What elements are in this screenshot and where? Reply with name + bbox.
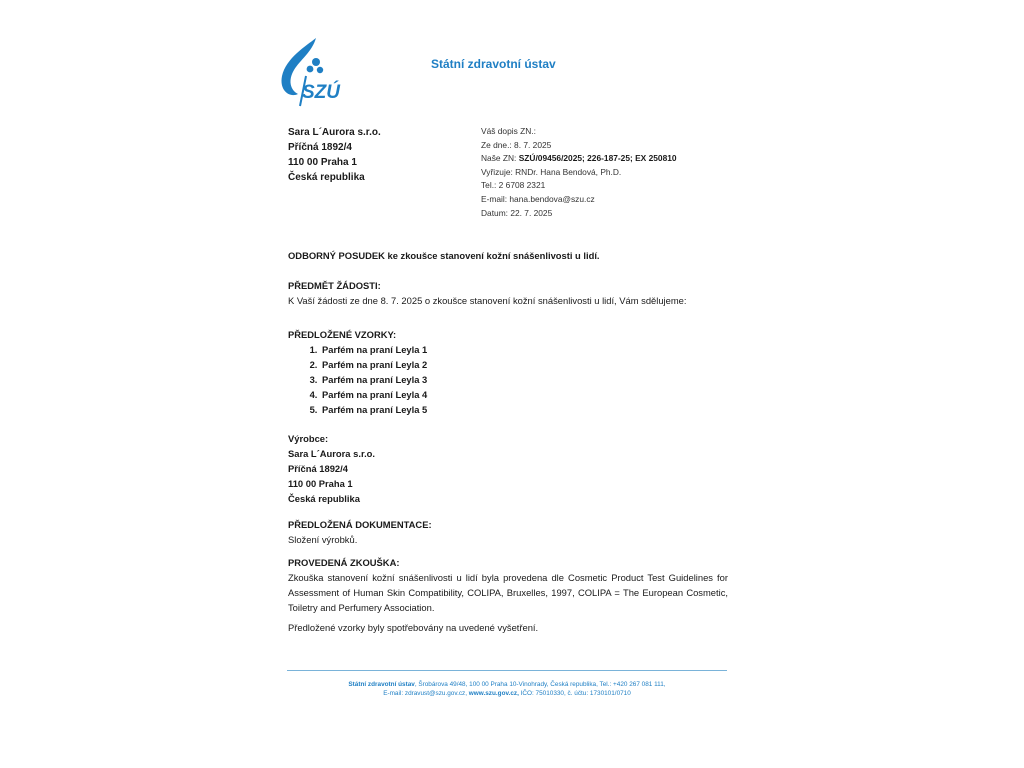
- phone: Tel.: 2 6708 2321: [481, 180, 546, 191]
- sample-item: 1. Parfém na praní Leyla 1: [320, 342, 728, 357]
- handled-by: Vyřizuje: RNDr. Hana Bendová, Ph.D.: [481, 166, 622, 177]
- documentation-section: [288, 517, 728, 547]
- footer-line-1: [287, 681, 727, 690]
- footer-ids: IČO: 75010330, č. účtu: 1730101/0710: [518, 689, 631, 697]
- documentation-heading: PŘEDLOŽENÁ DOKUMENTACE:: [288, 519, 432, 530]
- samples-section: [288, 327, 728, 417]
- footer-web[interactable]: www.szu.gov.cz,: [467, 689, 519, 697]
- recipient-line: Příčná 1892/4: [288, 142, 352, 153]
- manufacturer-line: Sara L´Aurora s.r.o.: [288, 448, 376, 459]
- reference-block: [481, 125, 677, 220]
- subject-heading: PŘEDMĚT ŽÁDOSTI:: [288, 280, 381, 291]
- szu-logo: [276, 36, 356, 112]
- sample-item: 3. Parfém na praní Leyla 3: [320, 372, 728, 387]
- recipient-line: 110 00 Praha 1: [288, 157, 357, 168]
- manufacturer-section: [288, 431, 728, 506]
- email: E-mail: hana.bendova@szu.cz: [481, 193, 595, 204]
- footer-email: E-mail: zdravust@szu.gov.cz,: [383, 689, 468, 697]
- test-note: Předložené vzorky byly spotřebovány na uvedené vyšetření.: [288, 622, 539, 633]
- test-heading: PROVEDENÁ ZKOUŠKA:: [288, 557, 400, 568]
- sample-item: 5. Parfém na praní Leyla 5: [320, 402, 728, 417]
- our-ref-value: SZÚ/09456/2025; 226-187-25; EX 250810: [518, 153, 677, 164]
- our-ref-label: Naše ZN:: [481, 153, 519, 164]
- sample-item: 4. Parfém na praní Leyla 4: [320, 387, 728, 402]
- manufacturer-line: Česká republika: [288, 493, 360, 504]
- footer-address: , Šrobárova 49/48, 100 00 Praha 10-Vinohrady, Česká republika, Tel.: +420 267 081 111,: [414, 681, 666, 688]
- samples-list: [288, 342, 728, 417]
- manufacturer-line: 110 00 Praha 1: [288, 478, 353, 489]
- your-letter: Váš dopis ZN.:: [481, 126, 536, 136]
- subject-text: K Vaší žádosti ze dne 8. 7. 2025 o zkoušce stanovení kožní snášenlivosti u lidí, Vám sdělujeme:: [288, 295, 687, 306]
- letter-date: Datum: 22. 7. 2025: [481, 207, 553, 218]
- footer-divider: [287, 670, 727, 671]
- recipient-line: Česká republika: [288, 172, 365, 183]
- manufacturer-heading: Výrobce:: [288, 433, 329, 444]
- footer-line-2: [287, 690, 727, 699]
- sample-item: 2. Parfém na praní Leyla 2: [320, 357, 728, 372]
- subject-section: [288, 278, 728, 308]
- footer-org: Státní zdravotní ústav: [348, 681, 415, 688]
- documentation-text: Složení výrobků.: [288, 534, 358, 545]
- recipient-line: Sara L´Aurora s.r.o.: [288, 127, 381, 138]
- test-section: [288, 555, 728, 635]
- test-text: Zkouška stanovení kožní snášenlivosti u lidí byla provedena dle Cosmetic Product Test Guidelines for Assessment of Human Skin Compatibility, COLIPA, Bruxelles, 1997, COLIPA = The European Cosmetic, Toiletry and Perfumery Association.: [288, 572, 728, 613]
- samples-heading: PŘEDLOŽENÉ VZORKY:: [288, 329, 397, 340]
- footer: [287, 681, 727, 698]
- date-from: Ze dne.: 8. 7. 2025: [481, 139, 552, 150]
- document-title: ODBORNÝ POSUDEK ke zkoušce stanovení kožní snášenlivosti u lidí.: [288, 250, 600, 261]
- org-name: Státní zdravotní ústav: [431, 57, 556, 71]
- recipient-address: [288, 125, 381, 185]
- our-ref: [481, 152, 677, 166]
- logo-text: SZÚ: [302, 82, 340, 103]
- manufacturer-line: Příčná 1892/4: [288, 463, 348, 474]
